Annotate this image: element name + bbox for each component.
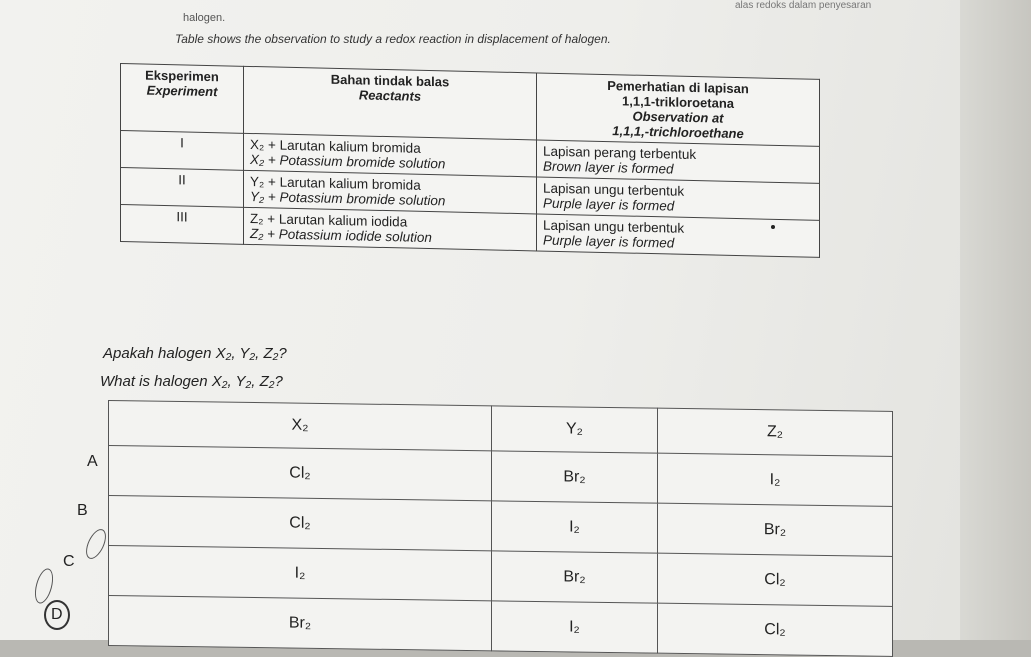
observation-en: Purple layer is formed <box>543 232 675 251</box>
reactant-ms: X₂ + Larutan kalium bromida <box>250 136 421 156</box>
option-c-y2: Br₂ <box>491 551 657 603</box>
observation-en: Brown layer is formed <box>543 158 674 177</box>
reactant-en: X₂ + Potassium bromide solution <box>250 151 446 172</box>
intro-halogen-word: halogen. <box>183 12 226 24</box>
option-d-y2: I₂ <box>491 601 657 653</box>
header-observation-en-1: Observation at <box>632 108 724 126</box>
observation-en: Purple layer is formed <box>543 195 675 214</box>
column-header-x2: X₂ <box>109 401 492 451</box>
option-a-z2: I₂ <box>657 453 892 506</box>
reactant-ms: Y₂ + Larutan kalium bromida <box>250 173 421 193</box>
header-experiment-en: Experiment <box>146 82 218 100</box>
column-header-y2: Y₂ <box>491 406 657 453</box>
experiment-number: I <box>121 131 244 171</box>
option-a-x2: Cl₂ <box>109 446 492 501</box>
question-english: What is halogen X₂, Y₂, Z₂? <box>100 373 283 390</box>
question-malay: Apakah halogen X₂, Y₂, Z₂? <box>103 345 287 362</box>
intro-sentence: Table shows the observation to study a redox reaction in displacement of halogen. <box>175 32 611 46</box>
header-fragment: alas redoks dalam penyesaran <box>735 0 872 11</box>
header-experiment <box>121 64 244 134</box>
reactant-cell <box>244 207 537 251</box>
option-letter-b[interactable]: B <box>77 502 88 519</box>
option-a-y2: Br₂ <box>491 451 657 503</box>
observation-cell <box>537 214 820 257</box>
option-b-z2: Br₂ <box>657 503 892 556</box>
header-reactants-en: Reactants <box>358 87 422 104</box>
reactant-en: Y₂ + Potassium bromide solution <box>250 188 446 209</box>
observation-table <box>120 63 820 258</box>
header-experiment-ms: Eksperimen <box>145 67 219 85</box>
background-page-edge <box>960 0 1031 640</box>
header-observation <box>537 73 820 146</box>
answer-options-table <box>108 400 893 657</box>
option-c-x2: I₂ <box>109 546 492 601</box>
header-reactants-ms: Bahan tindak balas <box>330 71 450 90</box>
option-letter-d[interactable]: D <box>51 606 63 623</box>
header-reactants <box>244 66 537 140</box>
selected-answer-circle <box>44 600 70 630</box>
observation-cell <box>537 177 820 220</box>
option-b-x2: Cl₂ <box>109 496 492 551</box>
column-header-z2: Z₂ <box>657 408 892 456</box>
experiment-number: II <box>121 168 244 208</box>
reactant-ms: Z₂ + Larutan kalium iodida <box>250 210 408 230</box>
pen-mark-dot <box>771 225 775 229</box>
observation-ms: Lapisan ungu terbentuk <box>543 180 685 199</box>
option-letter-c[interactable]: C <box>63 553 75 570</box>
option-row-d[interactable] <box>109 596 893 657</box>
option-d-z2: Cl₂ <box>657 603 892 656</box>
header-observation-ms-2: 1,1,1-trikloroetana <box>622 93 734 111</box>
observation-ms: Lapisan ungu terbentuk <box>543 217 685 236</box>
header-observation-ms-1: Pemerhatian di lapisan <box>607 78 749 97</box>
observation-cell <box>537 140 820 183</box>
reactant-en: Z₂ + Potassium iodide solution <box>250 225 432 246</box>
header-observation-en-2: 1,1,1,-trichloroethane <box>612 123 744 142</box>
option-letter-a[interactable]: A <box>87 453 98 470</box>
option-b-y2: I₂ <box>491 501 657 553</box>
option-d-x2: Br₂ <box>109 596 492 651</box>
option-c-z2: Cl₂ <box>657 553 892 606</box>
observation-ms: Lapisan perang terbentuk <box>543 143 697 163</box>
experiment-number: III <box>121 205 244 245</box>
